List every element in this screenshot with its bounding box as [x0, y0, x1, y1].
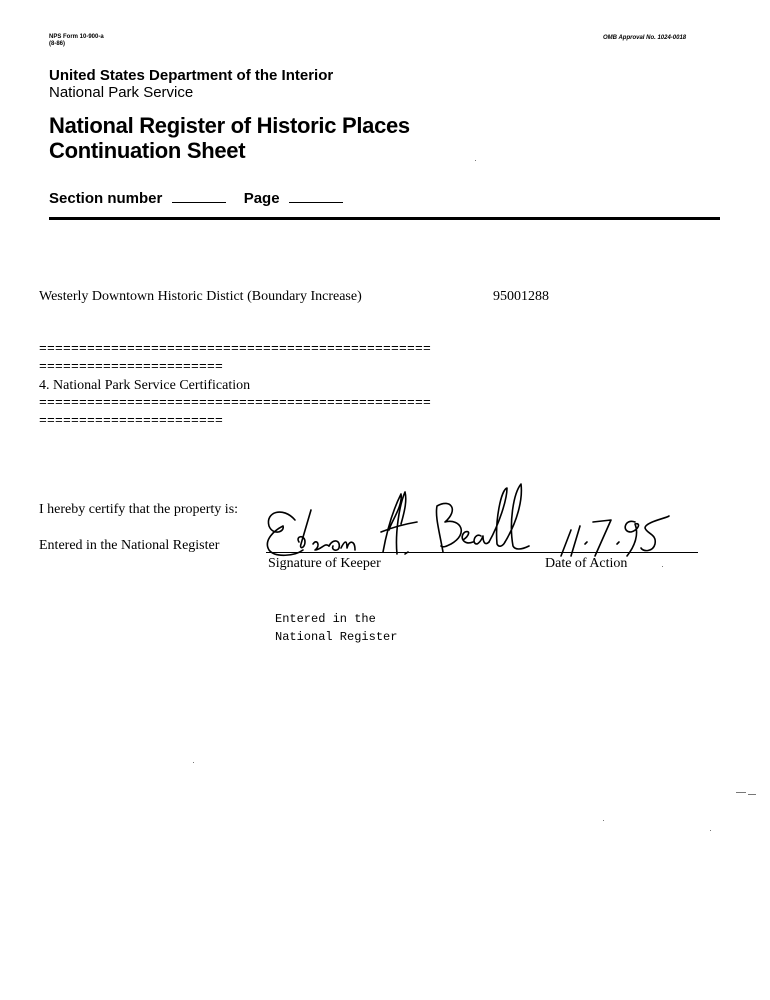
page-title: National Register of Historic Places: [49, 113, 410, 138]
section-number-label: Section number: [49, 190, 163, 207]
divider-short: =======================: [39, 413, 224, 428]
stamp-line: National Register: [275, 630, 398, 644]
scan-speck: [662, 566, 663, 567]
divider-long: =================================================: [39, 395, 432, 410]
divider-long: =================================================: [39, 341, 432, 356]
page-blank: [289, 201, 343, 203]
header-rule: [49, 217, 720, 220]
scan-speck: [736, 792, 746, 793]
entered-stamp: [275, 610, 397, 646]
date-label: Date of Action: [545, 556, 628, 571]
section-number-blank: [172, 201, 226, 203]
agency-name: National Park Service: [49, 84, 194, 101]
section-heading: 4. National Park Service Certification: [39, 378, 251, 393]
certify-statement: I hereby certify that the property is:: [39, 502, 239, 517]
stamp-line: Entered in the: [275, 612, 376, 626]
scan-speck: [603, 820, 604, 821]
property-name: Westerly Downtown Historic Distict (Boundary Increase): [39, 289, 362, 304]
omb-approval: OMB Approval No. 1024-0018: [603, 35, 687, 41]
form-revision: (8-86): [49, 41, 66, 47]
certification-status: Entered in the National Register: [39, 538, 220, 553]
scan-speck: [193, 762, 194, 763]
scan-speck: [710, 830, 711, 831]
signature-label: Signature of Keeper: [268, 556, 381, 571]
page-subtitle: Continuation Sheet: [49, 138, 246, 163]
form-number: NPS Form 10-900-a (8-86): [49, 34, 104, 47]
signature-line: [266, 552, 698, 553]
section-page-fields: [49, 190, 343, 208]
reference-number: 95001288: [493, 289, 549, 304]
divider-short: =======================: [39, 359, 224, 374]
page-label: Page: [243, 190, 280, 207]
department-name: United States Department of the Interior: [49, 67, 334, 84]
scan-speck: [748, 794, 756, 795]
keeper-signature: [255, 470, 705, 570]
scan-speck: [475, 160, 476, 161]
